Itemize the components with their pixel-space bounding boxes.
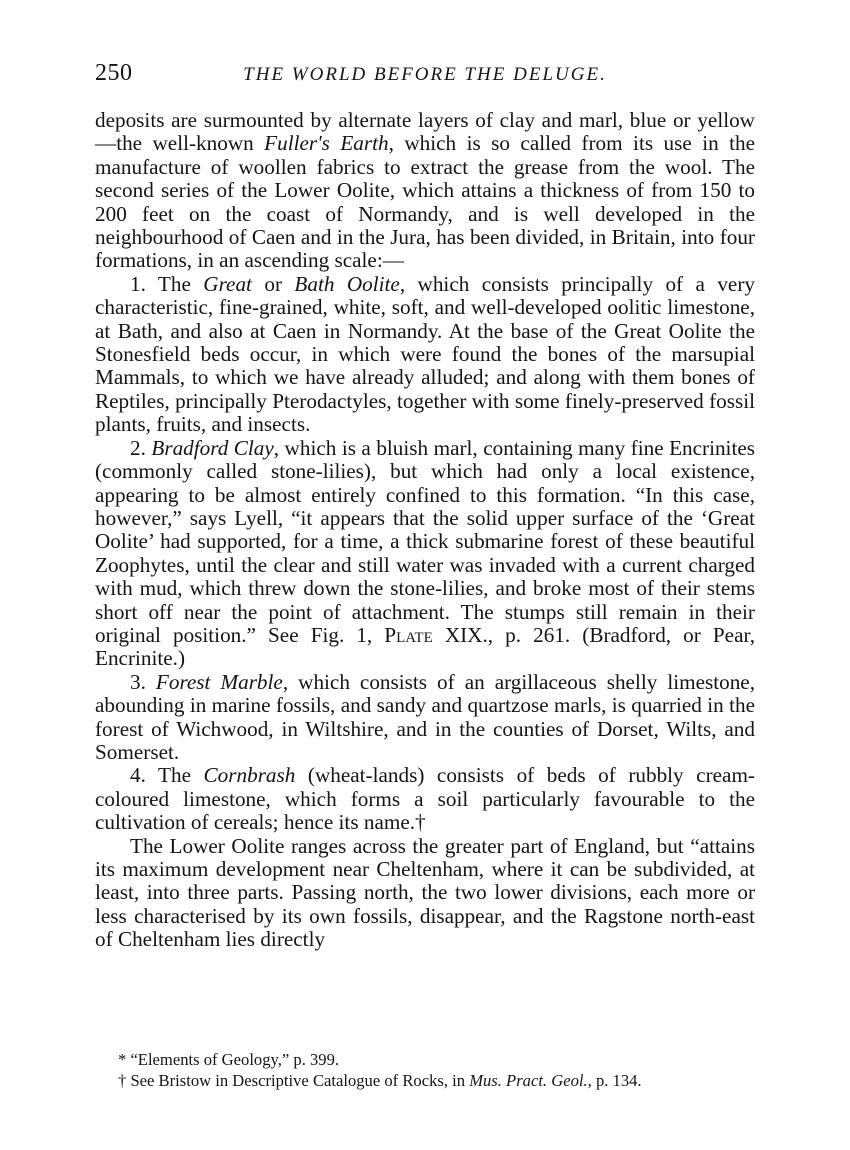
text-segment: 2. (130, 435, 152, 460)
footnote (118, 1049, 758, 1070)
text-segment: XIX., p. 261. (Bradford, or Pear, Encrinite.) (95, 622, 755, 671)
page-header (95, 60, 755, 94)
italic-text: Forest Marble (155, 669, 283, 694)
text-segment: 4. The (130, 763, 204, 788)
body-text (95, 109, 755, 952)
paragraph (95, 437, 755, 671)
italic-text: Bradford Clay (151, 435, 274, 460)
italic-text: Mus. Pract. Geol. (469, 1071, 588, 1090)
text-segment: † See Bristow in Descriptive Catalogue of Rocks, in (118, 1071, 470, 1090)
text-segment: The Lower Oolite ranges across the greater part of England, but “attains its maximum development near Cheltenham, where it can be subdivided, at least, into three parts. Passing north, the two lower divisions, each more or less characterised by its own fossils, disappear, and the Ragstone north-east of Cheltenham lies directly (95, 833, 755, 952)
text-segment: Plate (384, 622, 433, 647)
italic-text: Cornbrash (203, 763, 296, 788)
paragraph (95, 835, 755, 952)
text-segment: , which consists of an argillaceous shelly limestone, abounding in marine fossils, and sandy and quartzose marls, is quarried in the forest of Wichwood, in Wiltshire, and in the counties of Dorset, Wilts, and Somerset. (95, 669, 755, 764)
footnotes (118, 1049, 758, 1091)
running-head: THE WORLD BEFORE THE DELUGE. (243, 64, 607, 85)
italic-text: Fuller's Earth (264, 131, 389, 156)
text-segment: , which consists principally of a very characteristic, fine-grained, white, soft, and well-developed oolitic limestone, at Bath, and also at Caen in Normandy. At the base of the Great Oolite the Stonesfield beds occur, in which were found the bones of the marsupial Mammals, to which we have already alluded; and along with them bones of Reptiles, principally Pterodactyles, together with some finely-preserved fossil plants, fruits, and insects. (95, 271, 755, 437)
footnote (118, 1070, 758, 1091)
page-number: 250 (95, 60, 133, 86)
italic-text: Bath Oolite (294, 271, 400, 296)
paragraph (95, 273, 755, 437)
paragraph (95, 764, 755, 834)
text-segment: 1. The (130, 271, 204, 296)
text-segment: , which is a bluish marl, containing many fine Encrinites (commonly called stone-lilies), but which had only a local existence, appearing to be almost entirely confined to this formation. “In this case, however,” says Lyell, “it appears that the solid upper surface of the ‘Great Oolite’ had supported, for a time, a thick submarine forest of these beautiful Zoophytes, until the clear and still water was invaded with a current charged with mud, which threw down the stone-lilies, and broke most of their stems short off near the point of attachment. The stumps still remain in their original position.” See Fig. 1, (95, 435, 755, 647)
text-segment: deposits are surmounted by alternate layers of clay and marl, blue or yellow—the well-known (95, 108, 755, 156)
text-segment: * “Elements of Geology,” p. 399. (118, 1050, 340, 1069)
text-segment: , p. 134. (587, 1071, 642, 1090)
italic-text: Great (203, 271, 252, 296)
paragraph (95, 671, 755, 765)
text-segment: , which is so called from its use in the manufacture of woollen fabrics to extract the grease from the wool. The second series of the Lower Oolite, which attains a thickness of from 150 to 200 feet on the coast of Normandy, and is well developed in the neighbourhood of Caen and in the Jura, has been divided, in Britain, into four formations, in an ascending scale:— (95, 131, 755, 273)
text-segment: 3. (130, 669, 156, 694)
text-segment: (wheat-lands) consists of beds of rubbly cream-coloured limestone, which forms a soil particularly favourable to the cultivation of cereals; hence its name.† (95, 763, 755, 835)
paragraph (95, 109, 755, 273)
text-segment: or (251, 271, 295, 296)
